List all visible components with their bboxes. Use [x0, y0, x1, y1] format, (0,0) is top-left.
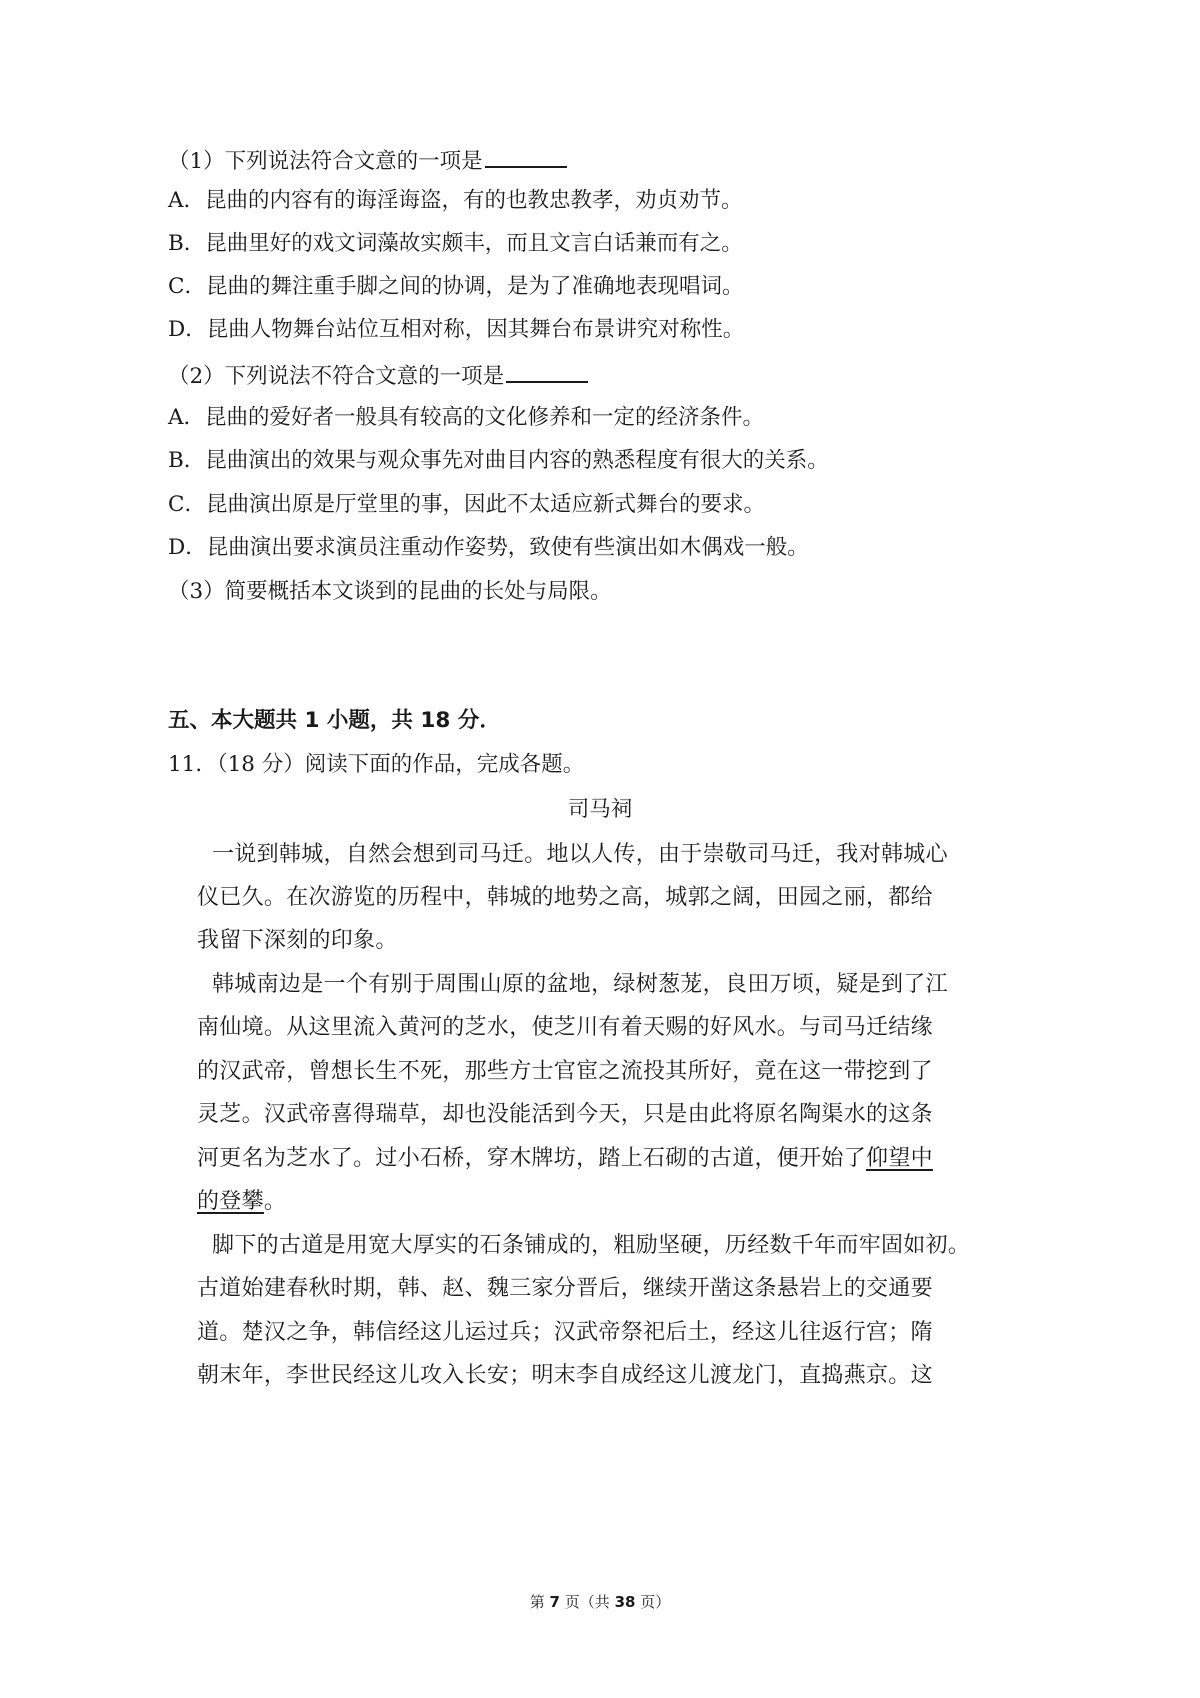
underlined-phrase: 仰望中 — [866, 1146, 933, 1171]
article-line: 仪已久。在次游览的历程中，韩城的地势之高，城郭之阔，田园之丽，都给 — [197, 885, 933, 910]
question-2-stem: （2）下列说法不符合文意的一项是 — [168, 359, 588, 392]
section-heading: 五、本大题共 1 小题，共 18 分． — [168, 708, 501, 733]
article-line: 韩城南边是一个有别于周围山原的盆地，绿树葱茏，良田万顷，疑是到了江 — [212, 972, 948, 997]
article-line: 河更名为芝水了。过小石桥，穿木牌坊，踏上石砌的古道，便开始了仰望中 — [197, 1146, 933, 1171]
article-line: 的汉武帝，曾想长生不死，那些方士官宦之流投其所好，竟在这一带挖到了 — [197, 1059, 933, 1084]
total-pages: 38 — [614, 1593, 636, 1611]
question-3-stem: （3）简要概括本文谈到的昆曲的长处与局限。 — [168, 579, 612, 604]
q1-option-b: B．昆曲里好的戏文词藻故实颇丰，而且文言白话兼而有之。 — [168, 231, 743, 256]
answer-blank — [485, 144, 567, 168]
question-11-stem: 11．（18 分）阅读下面的作品，完成各题。 — [168, 752, 585, 777]
article-line: 朝末年，李世民经这儿攻入长安；明末李自成经这儿渡龙门，直捣燕京。这 — [197, 1363, 933, 1388]
answer-blank — [506, 359, 588, 383]
question-1-stem: （1）下列说法符合文意的一项是 — [168, 144, 567, 177]
page-number: 7 — [549, 1593, 560, 1611]
article-line: 脚下的古道是用宽大厚实的石条铺成的，粗励坚硬，历经数千年而牢固如初。 — [212, 1233, 971, 1258]
article-line: 的登攀。 — [197, 1189, 287, 1214]
article-line: 我留下深刻的印象。 — [197, 928, 398, 953]
article-title: 司马祠 — [567, 797, 633, 822]
q2-option-b: B．昆曲演出的效果与观众事先对曲目内容的熟悉程度有很大的关系。 — [168, 448, 829, 473]
article-line: 一说到韩城，自然会想到司马迁。地以人传，由于崇敬司马迁，我对韩城心 — [212, 842, 948, 867]
article-line: 古道始建春秋时期，韩、赵、魏三家分晋后，继续开凿这条悬岩上的交通要 — [197, 1276, 933, 1301]
q2-option-c: C．昆曲演出原是厅堂里的事，因此不太适应新式舞台的要求。 — [168, 492, 765, 517]
article-line: 灵芝。汉武帝喜得瑞草，却也没能活到今天，只是由此将原名陶渠水的这条 — [197, 1102, 933, 1127]
q1-option-d: D．昆曲人物舞台站位互相对称，因其舞台布景讲究对称性。 — [168, 317, 745, 342]
article-line: 南仙境。从这里流入黄河的芝水，使芝川有着天赐的好风水。与司马迁结缘 — [197, 1015, 933, 1040]
underlined-phrase: 的登攀 — [197, 1189, 264, 1214]
page-footer: 第 7 页（共 38 页） — [529, 1593, 671, 1611]
q1-option-c: C．昆曲的舞注重手脚之间的协调，是为了准确地表现唱词。 — [168, 274, 744, 299]
q1-option-a: A．昆曲的内容有的诲淫诲盗，有的也教忠教孝，劝贞劝节。 — [168, 188, 743, 213]
q2-option-a: A．昆曲的爱好者一般具有较高的文化修养和一定的经济条件。 — [168, 405, 765, 430]
q2-option-d: D．昆曲演出要求演员注重动作姿势，致使有些演出如木偶戏一般。 — [168, 535, 809, 560]
article-line: 道。楚汉之争，韩信经这儿运过兵；汉武帝祭祀后土，经这儿往返行宫；隋 — [197, 1320, 933, 1345]
